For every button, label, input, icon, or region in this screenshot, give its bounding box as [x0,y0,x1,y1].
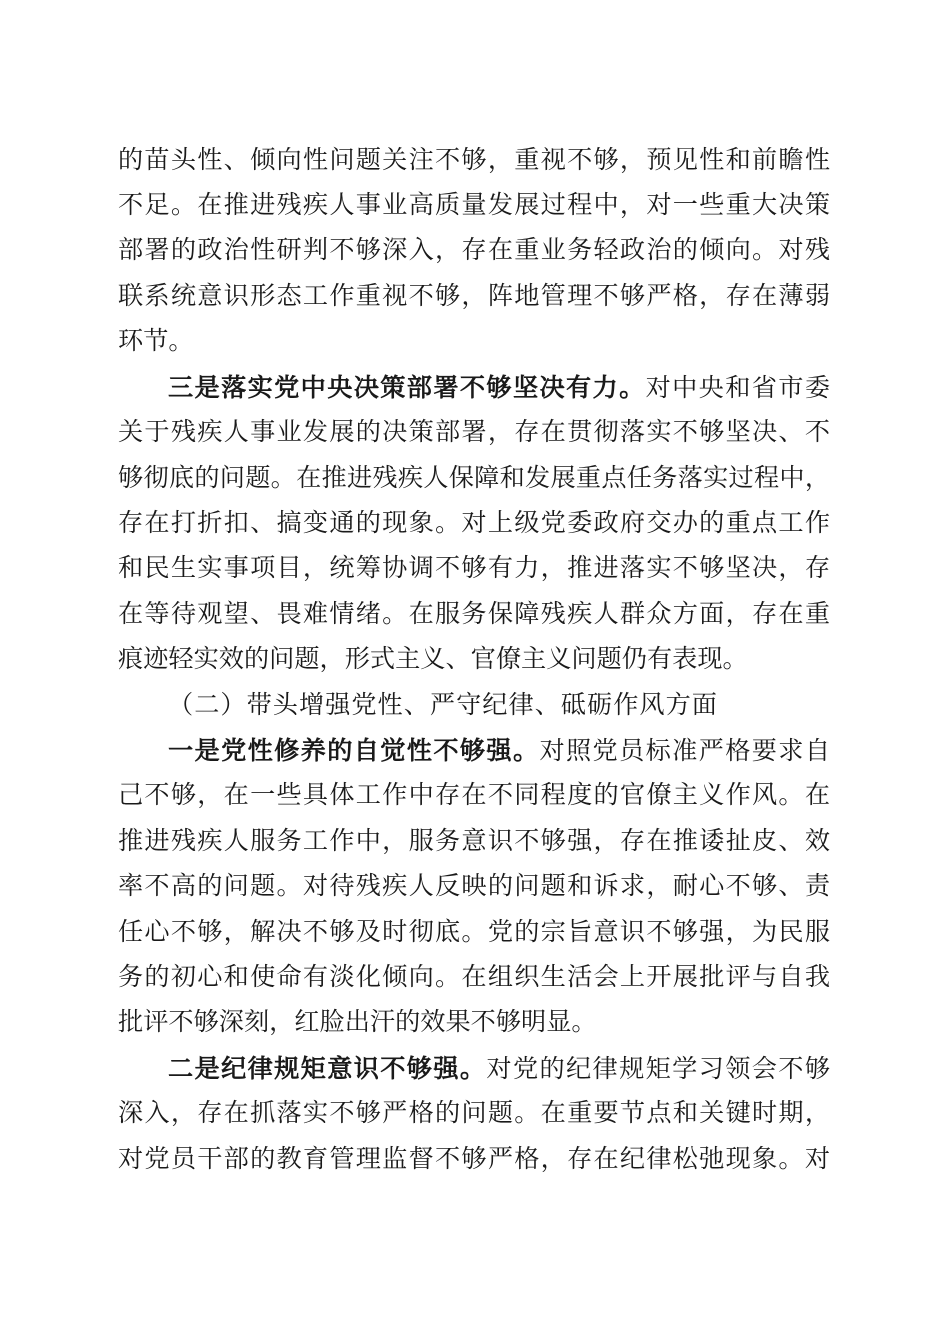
text-line: 联系统意识形态工作重视不够，阵地管理不够严格，存在薄弱 [118,281,830,310]
section-heading: （二）带头增强党性、严守纪律、砥砺作风方面 [168,690,718,719]
text-line: 和民生实事项目，统筹协调不够有力，推进落实不够坚决，存 [118,553,830,582]
text-line: 部署的政治性研判不够深入，存在重业务轻政治的倾向。对残 [118,235,830,264]
text-line: 不足。在推进残疾人事业高质量发展过程中，对一些重大决策 [118,190,830,219]
text-line: 批评不够深刻，红脸出汗的效果不够明显。 [118,1007,597,1036]
paragraph-lead: 一是党性修养的自觉性不够强。 [168,735,540,765]
paragraph-lead: 三是落实党中央决策部署不够坚决有力。 [168,372,646,402]
text-line: 任心不够，解决不够及时彻底。党的宗旨意识不够强，为民服 [118,917,830,946]
text-line: 存在打折扣、搞变通的现象。对上级党委政府交办的重点工作 [118,508,830,537]
text-line: 的苗头性、倾向性问题关注不够，重视不够，预见性和前瞻性 [118,145,830,174]
paragraph-lead: 二是纪律规矩意识不够强。 [168,1053,487,1083]
paragraph-start-line: 三是落实党中央决策部署不够坚决有力。对中央和省市委 [168,372,831,402]
paragraph-start-line: 一是党性修养的自觉性不够强。对照党员标准严格要求自 [168,735,831,765]
text-line: 率不高的问题。对待残疾人反映的问题和诉求，耐心不够、责 [118,871,830,900]
paragraph-start-line: 二是纪律规矩意识不够强。对党的纪律规矩学习领会不够 [168,1053,831,1083]
text-line: 痕迹轻实效的问题，形式主义、官僚主义问题仍有表现。 [118,644,748,673]
text-line: 务的初心和使命有淡化倾向。在组织生活会上开展批评与自我 [118,962,830,991]
text-line: 够彻底的问题。在推进残疾人保障和发展重点任务落实过程中， [118,463,830,492]
text-line: 在等待观望、畏难情绪。在服务保障残疾人群众方面，存在重 [118,599,830,628]
text-line: 深入，存在抓落实不够严格的问题。在重要节点和关键时期， [118,1098,830,1127]
text-line: 推进残疾人服务工作中，服务意识不够强，存在推诿扯皮、效 [118,826,830,855]
text-line: 关于残疾人事业发展的决策部署，存在贯彻落实不够坚决、不 [118,417,830,446]
text-line: 对党员干部的教育管理监督不够严格，存在纪律松弛现象。对 [118,1144,830,1173]
text-line: 环节。 [118,326,194,355]
text-line: 己不够，在一些具体工作中存在不同程度的官僚主义作风。在 [118,780,830,809]
